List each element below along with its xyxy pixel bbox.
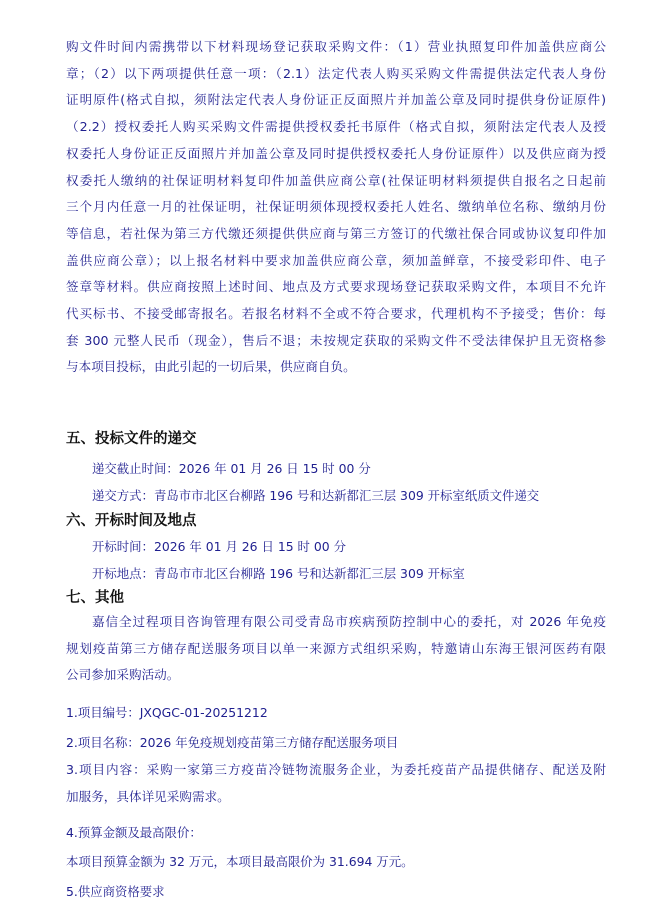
text-line: 签章等材料。供应商按照上述时间、地点及方式要求现场登记获取采购文件，本项目不允许 bbox=[66, 279, 606, 295]
project-content bbox=[66, 757, 606, 810]
text-line: 套 300 元整人民币（现金），售后不退；未按规定获取的采购文件不受法律保护且无资格参 bbox=[66, 332, 606, 348]
section-6-heading: 六、开标时间及地点 bbox=[66, 513, 197, 529]
opening-place: 开标地点：青岛市市北区台柳路 196 号和达新都汇三层 309 开标室 bbox=[92, 566, 465, 581]
budget-title: 4.预算金额及最高限价： bbox=[66, 825, 202, 840]
text-line: 证明原件(格式自拟，须附法定代表人身份证正反面照片并加盖公章及同时提供身份证原件) bbox=[66, 92, 606, 108]
supplier-qualification-title: 5.供应商资格要求 bbox=[66, 884, 165, 899]
opening-time: 开标时间：2026 年 01 月 26 日 15 时 00 分 bbox=[92, 539, 346, 554]
text-line: 权委托人身份证正反面照片并加盖公章及同时提供授权委托人身份证原件）以及供应商为授 bbox=[66, 145, 606, 161]
budget-detail: 本项目预算金额为 32 万元，本项目最高限价为 31.694 万元。 bbox=[66, 854, 414, 869]
text-line: 等信息，若社保为第三方代缴还须提供供应商与第三方签订的代缴社保合同或协议复印件加 bbox=[66, 225, 606, 241]
text-line: 章；（2）以下两项提供任意一项：（2.1）法定代表人购买采购文件需提供法定代表人身份 bbox=[66, 65, 606, 81]
submission-deadline: 递交截止时间：2026 年 01 月 26 日 15 时 00 分 bbox=[92, 461, 371, 476]
project-number: 1.项目编号：JXQGC-01-20251212 bbox=[66, 705, 268, 720]
text-line: 3.项目内容：采购一家第三方疫苗冷链物流服务企业，为委托疫苗产品提供储存、配送及附 bbox=[66, 762, 606, 777]
text-line: 规划疫苗第三方储存配送服务项目以单一来源方式组织采购，特邀请山东海王银河医药有限 bbox=[66, 640, 606, 656]
text-line: 公司参加采购活动。 bbox=[66, 667, 180, 683]
submission-method: 递交方式：青岛市市北区台柳路 196 号和达新都汇三层 309 开标室纸质文件递交 bbox=[92, 488, 540, 503]
text-line: 代买标书、不接受邮寄报名。若报名材料不全或不符合要求，代理机构不予接受；售价：每 bbox=[66, 306, 606, 322]
text-line: 权委托人缴纳的社保证明材料复印件加盖供应商公章(社保证明材料须提供自报名之日起前 bbox=[66, 172, 606, 188]
text-line: 三个月内任意一月的社保证明，社保证明须体现授权委托人姓名、缴纳单位名称、缴纳月份 bbox=[66, 199, 606, 215]
text-line: 盖供应商公章）；以上报名材料中要求加盖供应商公章，须加盖鲜章，不接受彩印件、电子 bbox=[66, 252, 606, 268]
section-5-heading: 五、投标文件的递交 bbox=[66, 431, 197, 447]
text-line: 购文件时间内需携带以下材料现场登记获取采购文件：（1）营业执照复印件加盖供应商公 bbox=[66, 39, 606, 54]
project-name: 2.项目名称：2026 年免疫规划疫苗第三方储存配送服务项目 bbox=[66, 735, 399, 750]
text-line: 加服务，具体详见采购需求。 bbox=[66, 788, 230, 804]
text-line: 与本项目投标，由此引起的一切后果，供应商自负。 bbox=[66, 359, 356, 375]
registration-materials-paragraph bbox=[66, 34, 606, 381]
section-7-body bbox=[66, 609, 606, 689]
text-line: 嘉信全过程项目咨询管理有限公司受青岛市疾病预防控制中心的委托，对 2026 年免疫 bbox=[92, 614, 606, 629]
section-7-heading: 七、其他 bbox=[66, 590, 124, 606]
text-line: （2.2）授权委托人购买采购文件需提供授权委托书原件（格式自拟，须附法定代表人及授 bbox=[66, 119, 606, 135]
